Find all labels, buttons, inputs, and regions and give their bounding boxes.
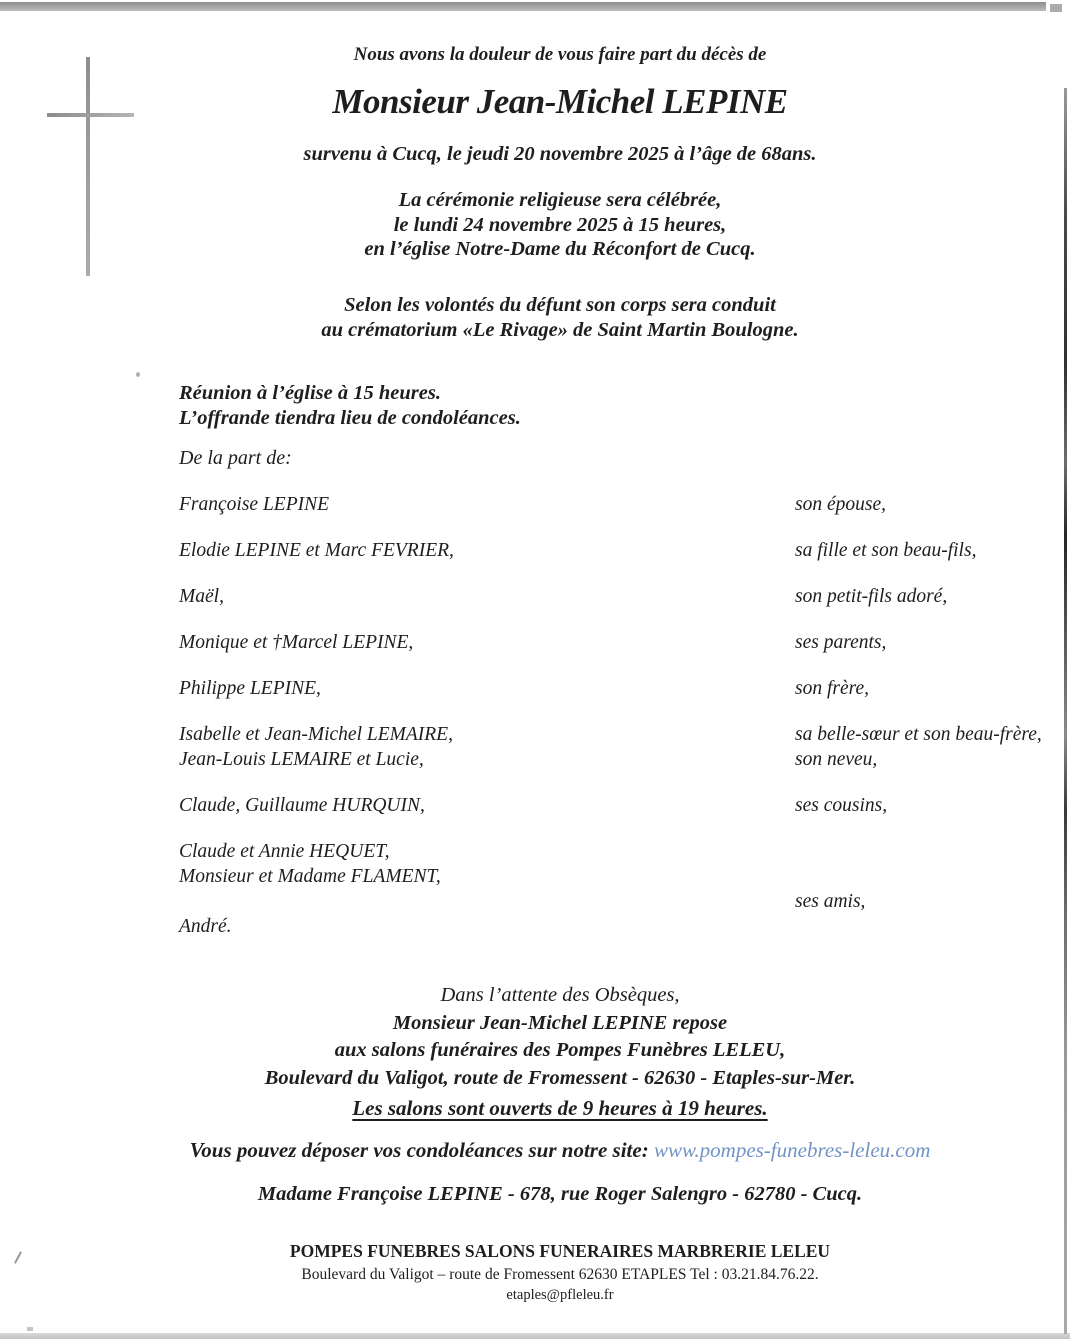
family-member-names-line xyxy=(179,889,795,914)
scan-speck xyxy=(14,1251,22,1263)
family-relation-line: sa belle-sœur et son beau-frère, xyxy=(795,724,1042,745)
family-relation xyxy=(795,722,1061,772)
family-member-names xyxy=(179,584,795,609)
scan-speck xyxy=(136,372,140,377)
condolences-line xyxy=(50,1138,1070,1163)
family-member-names-line: Elodie LEPINE et Marc FEVRIER, xyxy=(179,540,454,561)
family-member-names xyxy=(179,793,795,818)
family-member-names-line: Françoise LEPINE xyxy=(179,494,330,515)
cremation-block xyxy=(50,293,1070,342)
obsequies-line: aux salons funéraires des Pompes Funèbres LELEU, xyxy=(334,1039,786,1061)
family-member-names-line: André. xyxy=(179,916,232,937)
death-line: survenu à Cucq, le jeudi 20 novembre 2025 à l’âge de 68ans. xyxy=(303,143,817,165)
family-row xyxy=(179,839,1061,939)
family-member-names-line: Isabelle et Jean-Michel LEMAIRE, xyxy=(179,724,453,745)
ceremony-line: La cérémonie religieuse sera célébrée, xyxy=(398,189,722,211)
family-member-names xyxy=(179,722,795,772)
obsequies-line: Monsieur Jean-Michel LEPINE repose xyxy=(392,1011,728,1034)
family-row xyxy=(179,676,1061,701)
family-relation xyxy=(795,793,1061,818)
meeting-line: Réunion à l’église à 15 heures. xyxy=(179,382,441,404)
family-member-names-line: Claude et Annie HEQUET, xyxy=(179,841,390,862)
family-relation-line: ses amis, xyxy=(795,891,866,912)
meeting-line: L’offrande tiendra lieu de condoléances. xyxy=(179,407,521,429)
family-member-names xyxy=(179,839,795,939)
family-member-names xyxy=(179,492,795,517)
obsequies-block xyxy=(50,982,1070,1092)
contact-line: Madame Françoise LEPINE - 678, rue Roger Salengro - 62780 - Cucq. xyxy=(257,1183,863,1205)
family-relation-line: son épouse, xyxy=(795,494,886,515)
family-relation-line: ses parents, xyxy=(795,632,887,653)
family-row xyxy=(179,630,1061,655)
scan-artifact-bottom-bar xyxy=(0,1333,1070,1339)
cremation-line: au crématorium «Le Rivage» de Saint Martin Boulogne. xyxy=(321,318,799,341)
family-row xyxy=(179,538,1061,563)
family-list xyxy=(179,492,1061,939)
family-member-names-line: Jean-Louis LEMAIRE et Lucie, xyxy=(179,749,424,770)
family-relation-line: son petit-fils adoré, xyxy=(795,586,948,607)
family-relation xyxy=(795,676,1061,701)
footer-company-name: POMPES FUNEBRES SALONS FUNERAIRES MARBRERIE LELEU xyxy=(289,1241,831,1261)
family-member-names xyxy=(179,630,795,655)
family-relation-line: ses cousins, xyxy=(795,795,888,816)
condolences-text: Vous pouvez déposer vos condoléances sur notre site: xyxy=(189,1138,649,1162)
scan-artifact-blob xyxy=(1050,4,1062,12)
family-relation xyxy=(795,584,1061,609)
family-relation-line xyxy=(795,914,1061,939)
from-label: De la part de: xyxy=(179,447,292,469)
ceremony-block xyxy=(50,188,1070,262)
family-relation-line xyxy=(795,839,1061,864)
family-member-names xyxy=(179,538,795,563)
family-member-names-line: Philippe LEPINE, xyxy=(179,678,321,699)
family-member-names-line: Maël, xyxy=(179,586,224,607)
intro-line: Nous avons la douleur de vous faire part du décès de xyxy=(353,44,767,65)
footer-address: Boulevard du Valigot – route de Fromessent 62630 ETAPLES Tel : 03.21.84.76.22. xyxy=(301,1266,819,1283)
scan-speck xyxy=(27,1327,33,1331)
family-row xyxy=(179,584,1061,609)
family-row xyxy=(179,722,1061,772)
obsequies-line: Dans l’attente des Obsèques, xyxy=(440,984,680,1006)
family-relation xyxy=(795,538,1061,563)
family-relation xyxy=(795,839,1061,939)
scan-artifact-top-bar xyxy=(0,2,1046,11)
family-relation-line xyxy=(795,864,1061,889)
deceased-name: Monsieur Jean-Michel LEPINE xyxy=(332,82,788,121)
meeting-block xyxy=(179,381,521,431)
family-relation xyxy=(795,492,1061,517)
family-relation-line: son frère, xyxy=(795,678,870,699)
family-row xyxy=(179,492,1061,517)
condolences-website-link[interactable]: www.pompes-funebres-leleu.com xyxy=(653,1138,931,1162)
opening-hours-line: Les salons sont ouverts de 9 heures à 19 heures. xyxy=(352,1096,768,1120)
family-relation-line: son neveu, xyxy=(795,749,878,770)
family-row xyxy=(179,793,1061,818)
footer-email: etaples@pfleleu.fr xyxy=(506,1287,614,1303)
family-member-names-line: Monsieur et Madame FLAMENT, xyxy=(179,866,441,887)
family-relation-line: sa fille et son beau-fils, xyxy=(795,540,977,561)
family-member-names-line: Monique et †Marcel LEPINE, xyxy=(179,632,414,653)
cremation-line: Selon les volontés du défunt son corps sera conduit xyxy=(344,294,776,316)
ceremony-line: en l’église Notre-Dame du Réconfort de Cucq. xyxy=(364,238,756,260)
ceremony-line: le lundi 24 novembre 2025 à 15 heures, xyxy=(393,213,727,236)
family-member-names-line: Claude, Guillaume HURQUIN, xyxy=(179,795,425,816)
family-member-names xyxy=(179,676,795,701)
family-relation xyxy=(795,630,1061,655)
obsequies-line: Boulevard du Valigot, route de Fromessent - 62630 - Etaples-sur-Mer. xyxy=(264,1066,856,1089)
